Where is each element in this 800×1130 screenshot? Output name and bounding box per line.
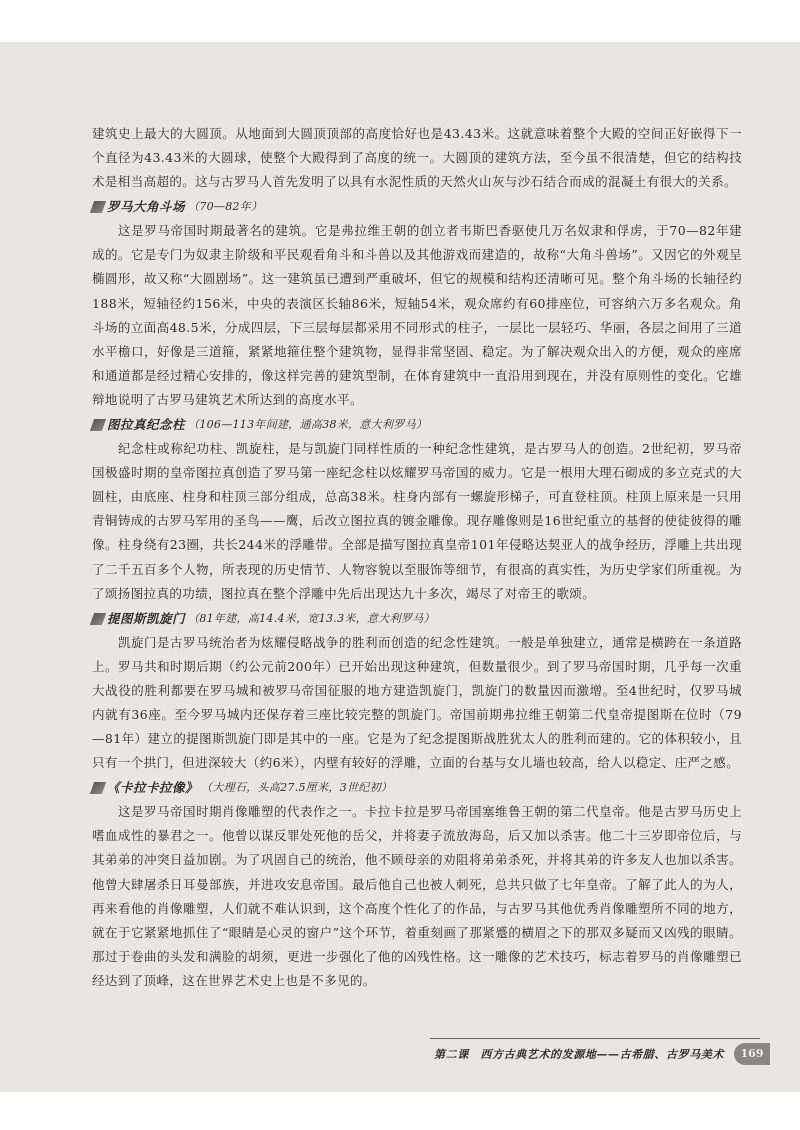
section-heading-trajan-column [92,413,742,437]
heading-note: （81年建，高14.4米，宽13.3米，意大利罗马） [188,611,435,625]
heading-title: 提图斯凯旋门 [107,610,186,626]
chapter-title: 第二课 西方古典艺术的发源地——古希腊、古罗马美术 [434,1048,724,1061]
heading-marker-icon [90,613,106,625]
section-heading-arch-of-titus [92,607,742,631]
heading-title: 图拉真纪念柱 [107,417,186,433]
heading-note: （106—113年间建，通高38米，意大利罗马） [188,418,428,432]
paragraph-arch-of-titus: 凯旋门是古罗马统治者为炫耀侵略战争的胜利而创造的纪念性建筑。一般是单独建立，通常是横跨在一条道路上。罗马共和时期后期（约公元前200年）已开始出现这种建筑，但数量很少。到了罗马帝国时期，几乎每一次重大战役的胜利都要在罗马城和被罗马帝国征服的地方建造凯旋门，凯旋门的数量因而激增。至4世纪时，仅罗马城内就有36座。至今罗马城内还保存着三座比较完整的凯旋门。帝国前期弗拉维王朝第二代皇帝提图斯在位时（79—81年）建立的提图斯凯旋门即是其中的一座。它是为了纪念提图斯战胜犹太人的胜利而建的。它的体积较小，且只有一个拱门，但进深较大（约6米），内壁有较好的浮雕，立面的台基与女儿墙也较高，给人以稳定、庄严之感。 [92,634,742,771]
document-page [0,42,800,1092]
section-heading-colosseum [92,195,742,219]
section-heading-caracalla [92,776,742,800]
heading-note: （70—82年） [188,200,263,214]
heading-title: 罗马大角斗场 [107,199,186,215]
paragraph-caracalla: 这是罗马帝国时期肖像雕塑的代表作之一。卡拉卡拉是罗马帝国塞维鲁王朝的第二代皇帝。他是古罗马历史上嗜血成性的暴君之一。他曾以谋反罪处死他的岳父，并将妻子流放海岛，后又加以杀害。他二十三岁即帝位后，与其弟弟的冲突日益加剧。为了巩固自己的统治，他不顾母亲的劝阻将弟弟杀死，并将其弟的许多友人也加以杀害。他曾大肆屠杀日耳曼部族，并进攻安息帝国。最后他自己也被人刺死，总共只做了七年皇帝。了解了此人的为人，再来看他的肖像雕塑，人们就不难认识到，这个高度个性化了的作品，与古罗马其他优秀肖像雕塑所不同的地方，就在于它紧紧地抓住了“眼睛是心灵的窗户”这个环节，着重刻画了那紧蹙的横眉之下的那双多疑而又凶残的眼睛。那过于卷曲的头发和满脸的胡须，更进一步强化了他的凶残性格。这一雕像的艺术技巧，标志着罗马的肖像雕塑已经达到了顶峰，这在世界艺术史上也是不多见的。 [92,804,742,988]
footer-divider [430,1038,760,1039]
paragraph-pantheon-end: 建筑史上最大的大圆顶。从地面到大圆顶顶部的高度恰好也是43.43米。这就意味着整个大殿的空间正好嵌得下一个直径为43.43米的大圆球，使整个大殿得到了高度的统一。大圆顶的建筑方法，至今虽不很清楚，但它的结构技术是相当高超的。这与古罗马人首先发明了以具有水泥性质的天然火山灰与沙石结合而成的混凝土有很大的关系。 [92,126,742,190]
heading-note: （大理石，头高27.5厘米，3世纪初） [201,781,393,795]
page-number: 169 [734,1043,770,1065]
paragraph-colosseum: 这是罗马帝国时期最著名的建筑。它是弗拉维王朝的创立者韦斯巴香驱使几万名奴隶和俘虏，于70—82年建成的。它是专门为奴隶主阶级和平民观看角斗和斗兽以及其他游戏而建造的，故称“大角斗兽场”。又因它的外观呈椭圆形，故又称“大圆剧场”。这一建筑虽已遭到严重破坏，但它的规模和结构还清晰可见。整个角斗场的长轴径约188米，短轴径约156米，中央的表演区长轴86米，短轴54米，观众席约有60排座位，可容纳六万多名观众。角斗场的立面高48.5米，分成四层，下三层每层都采用不同形式的柱子，一层比一层轻巧、华丽，各层之间用了三道水平檐口，好像是三道箍，紧紧地箍住整个建筑物，显得非常坚固、稳定。为了解决观众出入的方便，观众的座席和通道都是经过精心安排的，像这样完善的建筑型制，在体育建筑中一直沿用到现在，并没有原则性的变化。它雄辩地说明了古罗马建筑艺术所达到的高度水平。 [92,223,742,407]
paragraph-trajan-column: 纪念柱或称纪功柱、凯旋柱，是与凯旋门同样性质的一种纪念性建筑，是古罗马人的创造。2世纪初，罗马帝国极盛时期的皇帝图拉真创造了罗马第一座纪念柱以炫耀罗马帝国的威力。它是一根用大理石砌成的多立克式的大圆柱，由底座、柱身和柱顶三部分组成，总高38米。柱身内部有一螺旋形梯子，可直登柱顶。柱顶上原来是一只用青铜铸成的古罗马军用的圣鸟——鹰，后改立图拉真的镀金雕像。现存雕像则是16世纪重立的基督的使徒彼得的雕像。柱身绕有23圈，共长244米的浮雕带。全部是描写图拉真皇帝101年侵略达契亚人的战争经历，浮雕上共出现了二千五百多个人物，所表现的历史情节、人物容貌以至服饰等细节，有很高的真实性，为历史学家们所重视。为了颂扬图拉真的功绩，图拉真在整个浮雕中先后出现达九十多次，竭尽了对帝王的歌颂。 [92,441,742,601]
page-footer [380,1042,770,1066]
heading-marker-icon [90,782,106,794]
heading-marker-icon [90,201,106,213]
page-content [92,122,742,993]
heading-marker-icon [90,419,106,431]
heading-title: 《卡拉卡拉像》 [107,780,199,796]
